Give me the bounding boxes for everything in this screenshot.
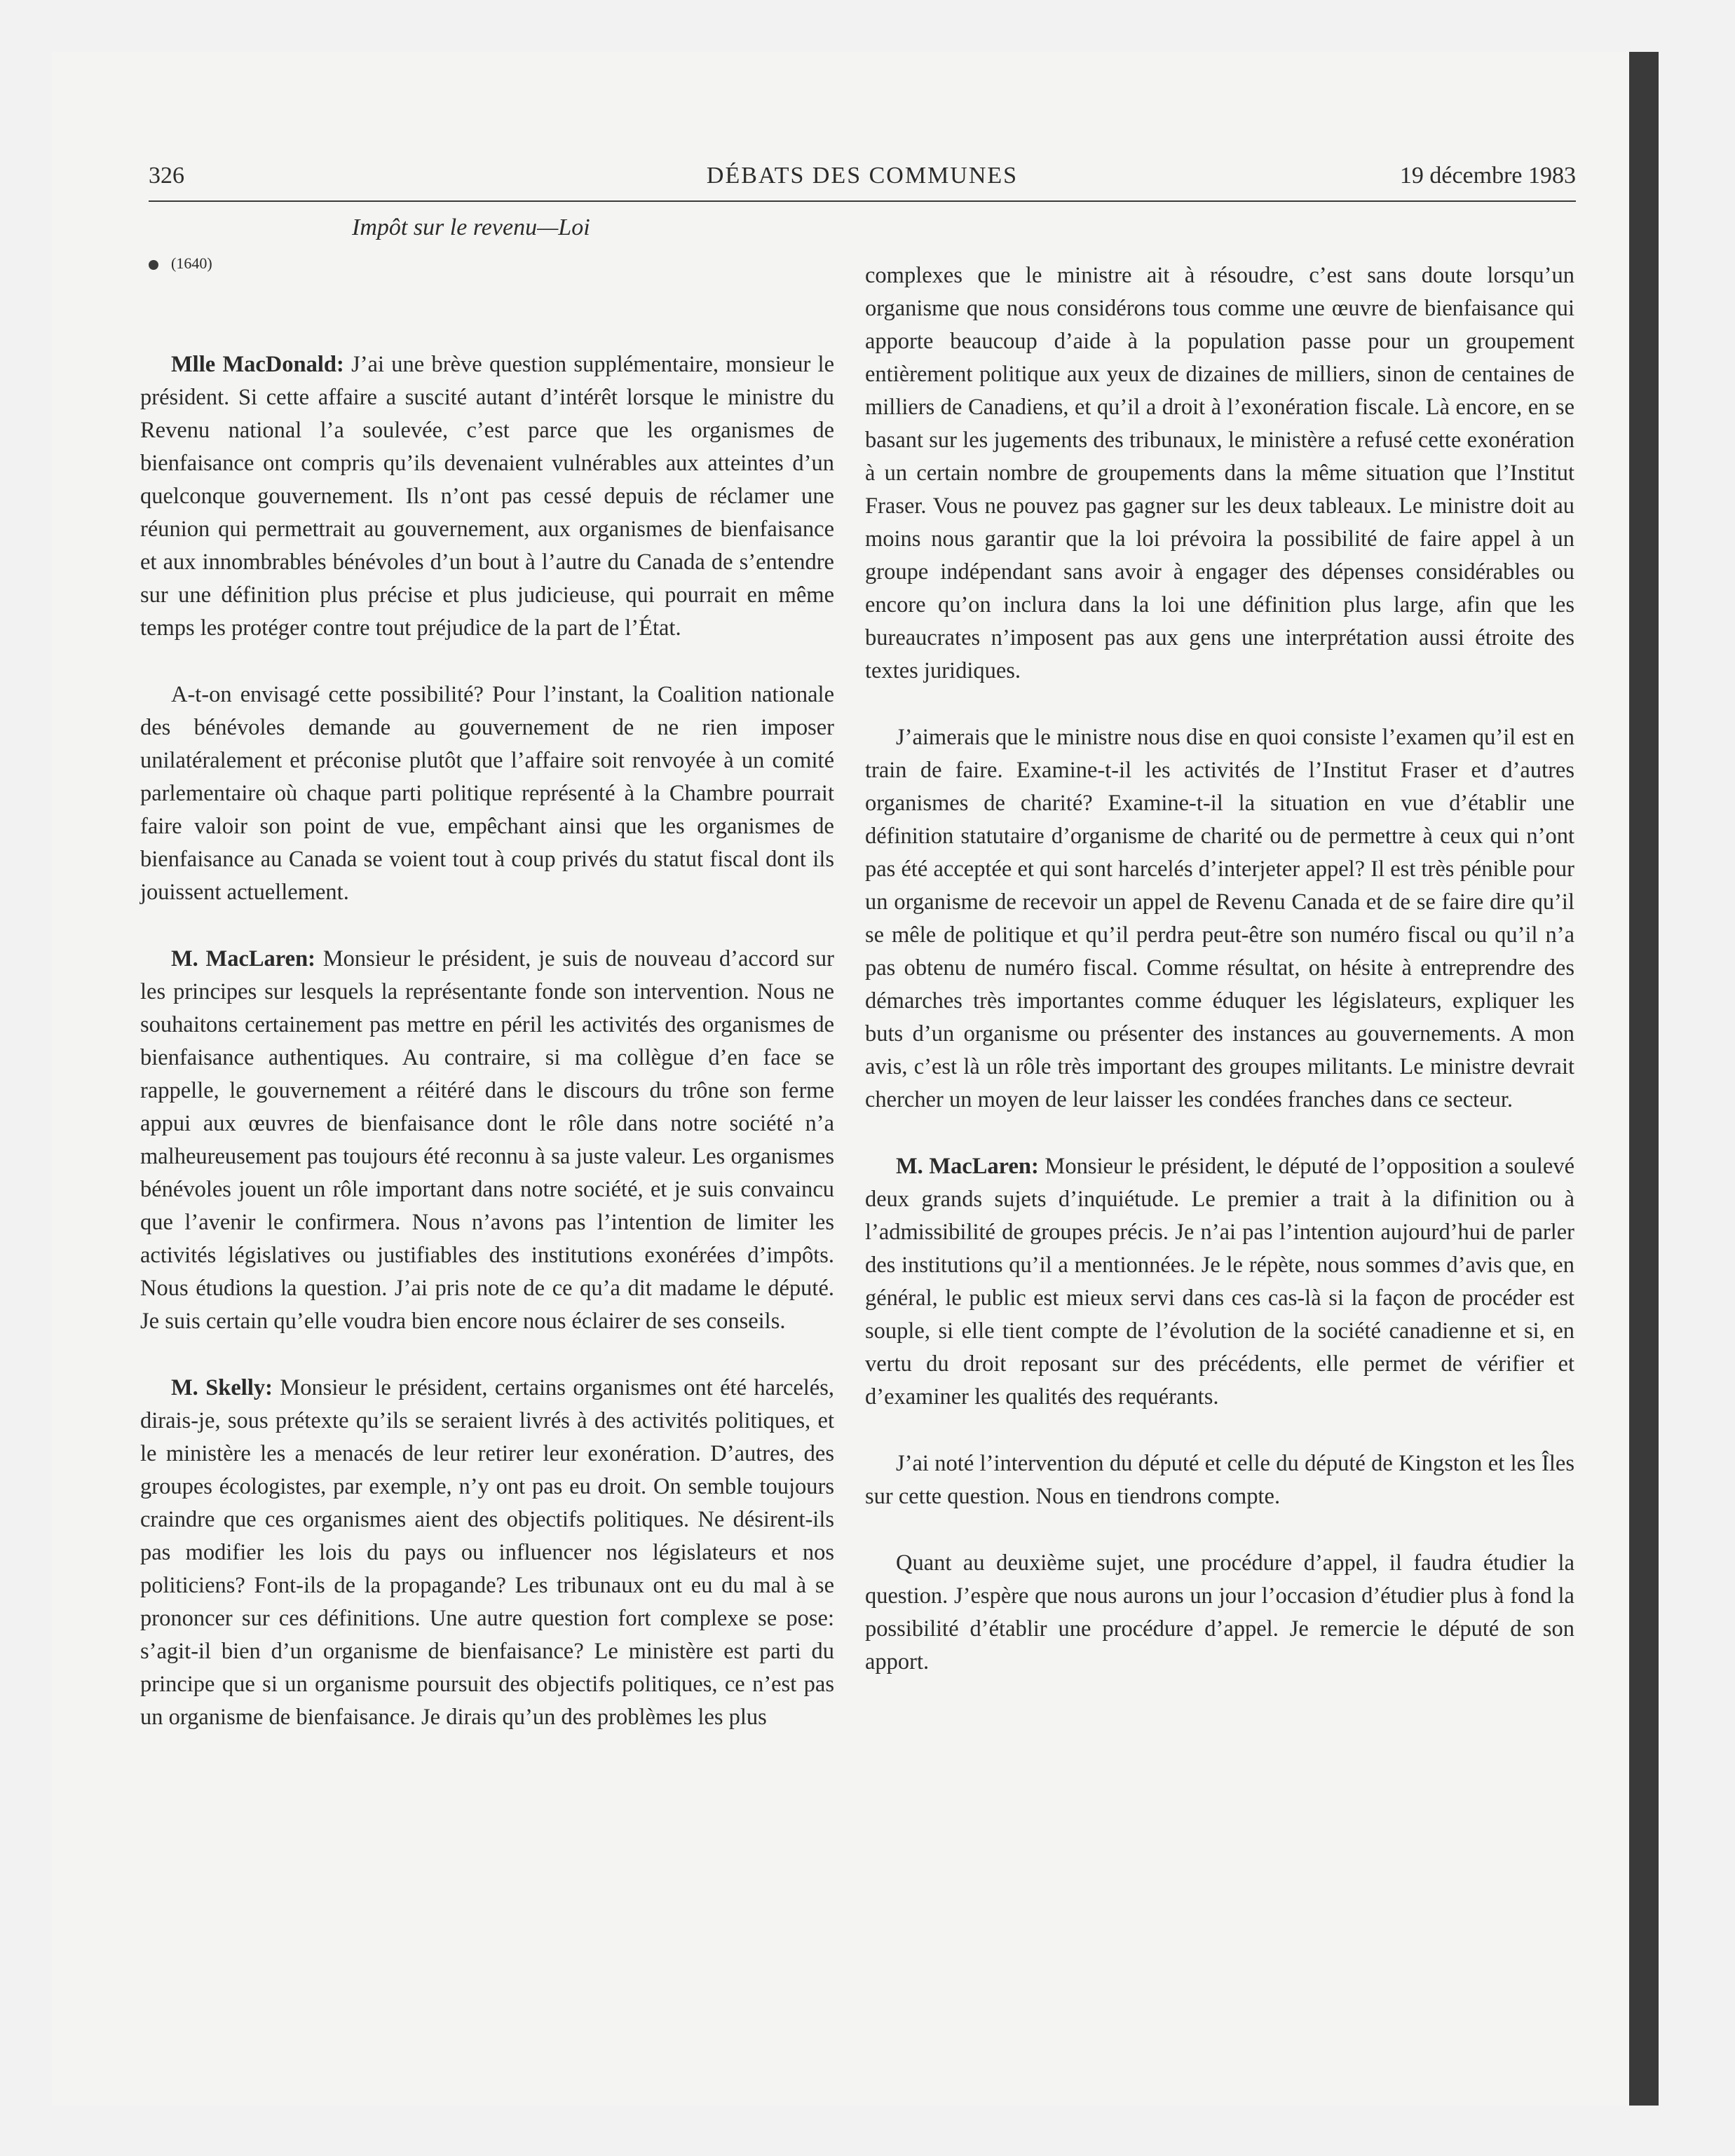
paragraph	[865, 721, 1574, 1117]
paragraph-text: Monsieur le président, je suis de nouveau d’accord sur les principes sur lesquels la représentante fonde son intervention. Nous ne souhaitons certainement pas mettre en péril les activités des organismes de bienfaisance authentiques. Au contraire, si ma collègue d’en face se rappelle, le gouvernement a réitéré dans le discours du trône son ferme appui aux œuvres de bienfaisance dont le rôle dans notre société n’a malheureusement pas toujours été reconnu à sa juste valeur. Les organismes bénévoles jouent un rôle important dans notre société, et je suis convaincu que l’avenir le confirmera. Nous n’avons pas l’intention de limiter les activités législatives ou justifiables des institutions exonérées d’impôts. Nous étudions la question. J’ai pris note de ce qu’a dit madame le député. Je suis certain qu’elle voudra bien encore nous éclairer de ses conseils.	[140, 946, 834, 1334]
paragraph-text: Monsieur le président, certains organismes ont été harcelés, dirais-je, sous prétexte qu’ils se seraient livrés à des activités politiques, et le ministère les a menacés de leur retirer leur exonération. D’autres, des groupes écologistes, par exemple, n’y ont pas eu droit. On semble toujours craindre que ces organismes aient des objectifs politiques. Ne désirent-ils pas modifier les lois du pays ou influencer nos législateurs et nos politiciens? Font-ils de la propagande? Les tribunaux ont eu du mal à se prononcer sur ces définitions. Une autre question fort complexe se pose: s’agit-il bien d’un organisme de bienfaisance? Le ministère est parti du principe que si un organisme poursuit des objectifs politiques, ce n’est pas un organisme de bienfaisance. Je dirais qu’un des problèmes les plus	[140, 1375, 834, 1730]
timestamp	[149, 254, 212, 273]
header-date: 19 décembre 1983	[1399, 163, 1576, 189]
paragraph	[140, 1372, 834, 1734]
paragraph	[140, 348, 834, 645]
paragraph	[865, 1150, 1574, 1414]
paragraph-text: Quant au deuxième sujet, une procédure d’appel, il faudra étudier la question. J’espère que nous aurons un jour l’occasion d’étudier plus à fond la possibilité d’établir une procédure d’appel. Je remercie le député de son apport.	[865, 1550, 1574, 1674]
right-column	[865, 259, 1574, 1712]
page-number: 326	[149, 163, 184, 189]
speaker-name: Mlle MacDonald:	[171, 352, 344, 377]
paragraph	[865, 259, 1574, 688]
paragraph-text: complexes que le ministre ait à résoudre, c’est sans doute lorsqu’un organisme que nous considérons tous comme une œuvre de bienfaisance qui apporte beaucoup d’aide à la population passe pour un groupement entièrement politique aux yeux de dizaines de milliers, sinon de centaines de milliers de Canadiens, et qu’il a droit à l’exonération fiscale. Là encore, en se basant sur les jugements des tribunaux, le ministère a refusé cette exonération à un certain nombre de groupements dans la même situation que l’Institut Fraser. Vous ne pouvez pas gagner sur les deux tableaux. Le ministre doit au moins nous garantir que la loi prévoira la possibilité de faire appel à un groupe indépendant sans avoir à engager des dépenses considérables ou encore qu’on inclura dans la loi une définition plus large, afin que les bureaucrates n’imposent pas aux gens une interprétation aussi étroite des textes juridiques.	[865, 263, 1574, 683]
speaker-name: M. MacLaren:	[896, 1154, 1039, 1179]
page-header	[149, 163, 1576, 198]
speaker-name: M. Skelly:	[171, 1375, 273, 1400]
timestamp-text: (1640)	[171, 254, 212, 272]
scan-binding-edge	[1629, 52, 1659, 2106]
speaker-name: M. MacLaren:	[171, 946, 315, 971]
subject-heading: Impôt sur le revenu—Loi	[352, 214, 590, 240]
paragraph-text: J’ai une brève question supplémentaire, monsieur le président. Si cette affaire a suscité autant d’intérêt lorsque le ministre du Revenu national l’a soulevée, c’est parce que les organismes de bienfaisance ont compris qu’ils devenaient vulnérables aux atteintes d’un quelconque gouvernement. Ils n’ont pas cessé depuis de réclamer une réunion qui permettrait au gouvernement, aux organismes de bienfaisance et aux innombrables bénévoles d’un bout à l’autre du Canada de s’entendre sur une définition plus précise et plus judicieuse, qui pourrait en même temps les protéger contre tout préjudice de la part de l’État.	[140, 352, 835, 641]
paragraph-text: Monsieur le président, le député de l’opposition a soulevé deux grands sujets d’inquiétude. Le premier a trait à la difinition ou à l’admissibilité de groupes précis. Je n’ai pas l’intention aujourd’hui de parler des institutions qu’il a mentionnées. Je le répète, nous sommes d’avis que, en général, le public est mieux servi dans ces cas-là si la façon de procéder est souple, si elle tient compte de l’évolution de la société canadienne et si, en vertu du droit reposant sur des précédents, elle permet de vérifier et d’examiner les qualités des requérants.	[865, 1154, 1574, 1410]
paragraph	[865, 1447, 1574, 1513]
header-rule	[149, 200, 1576, 202]
paragraph	[140, 943, 834, 1338]
paragraph	[140, 678, 834, 909]
paragraph-text: J’aimerais que le ministre nous dise en quoi consiste l’examen qu’il est en train de faire. Examine-t-il les activités de l’Institut Fraser et d’autres organismes de charité? Examine-t-il la situation en vue d’établir une définition statutaire d’organisme de charité ou de permettre à ceux qui n’ont pas été acceptée et qui sont harcelés d’interjeter appel? Il est très pénible pour un organisme de recevoir un appel de Revenu Canada et de se faire dire qu’il se mêle de politique et qu’il perdra peut-être son numéro fiscal ou qu’il n’a pas obtenu de numéro fiscal. Comme résultat, on hésite à entreprendre des démarches très importantes comme éduquer les législateurs, expliquer les buts d’un organisme ou présenter des instances au gouvernements. A mon avis, c’est là un rôle très important des groupes militants. Le ministre devrait chercher un moyen de leur laisser les condées franches dans ce secteur.	[865, 725, 1574, 1112]
journal-title: DÉBATS DES COMMUNES	[706, 163, 1019, 189]
bullet-icon	[149, 260, 158, 270]
paragraph	[865, 1547, 1574, 1679]
left-column	[140, 348, 834, 1768]
paragraph-text: J’ai noté l’intervention du député et celle du député de Kingston et les Îles sur cette question. Nous en tiendrons compte.	[865, 1451, 1574, 1509]
paragraph-text: A-t-on envisagé cette possibilité? Pour l’instant, la Coalition nationale des bénévoles demande au gouvernement de ne rien imposer unilatéralement et préconise plutôt que l’affaire soit renvoyée à un comité parlementaire où chaque parti politique représenté à la Chambre pourrait faire valoir son point de vue, empêchant ainsi que les organismes de bienfaisance au Canada se voient tout à coup privés du statut fiscal dont ils jouissent actuellement.	[140, 682, 834, 905]
